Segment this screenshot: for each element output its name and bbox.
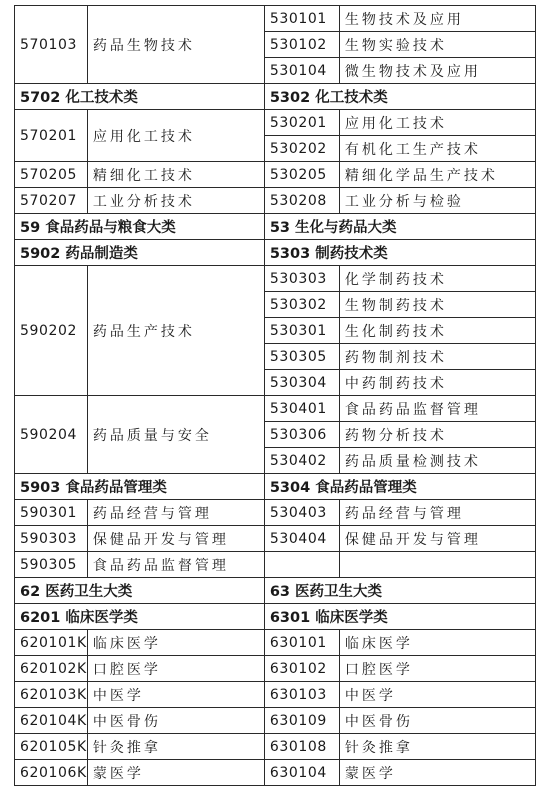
old-major-name: 食品药品监督管理 <box>87 552 264 578</box>
new-major-code: 530208 <box>264 188 339 214</box>
new-major-code: 530401 <box>264 396 339 422</box>
new-major-name: 生物实验技术 <box>339 32 535 58</box>
page <box>14 5 536 786</box>
category-header-row <box>15 240 536 266</box>
new-major-name: 中药制药技术 <box>339 370 535 396</box>
category-header-row <box>15 214 536 240</box>
new-major-code: 530404 <box>264 526 339 552</box>
new-major-name: 化学制药技术 <box>339 266 535 292</box>
table-row <box>15 162 536 188</box>
new-major-name: 中医学 <box>339 682 535 708</box>
old-major-code: 620102K <box>15 656 88 682</box>
new-major-name: 应用化工技术 <box>339 110 535 136</box>
old-major-code: 590301 <box>15 500 88 526</box>
old-major-name: 中医学 <box>87 682 264 708</box>
new-major-code: 530403 <box>264 500 339 526</box>
old-major-name: 中医骨伤 <box>87 708 264 734</box>
new-major-name <box>339 552 535 578</box>
table-row <box>15 708 536 734</box>
new-major-name: 药品质量检测技术 <box>339 448 535 474</box>
category-header-row <box>15 604 536 630</box>
new-major-name: 工业分析与检验 <box>339 188 535 214</box>
table-row <box>15 734 536 760</box>
category-header-right: 5302 化工技术类 <box>264 84 535 110</box>
new-major-name: 药物分析技术 <box>339 422 535 448</box>
new-major-code: 530302 <box>264 292 339 318</box>
table-row <box>15 526 536 552</box>
table-row <box>15 188 536 214</box>
new-major-code: 530301 <box>264 318 339 344</box>
table-row <box>15 760 536 786</box>
new-major-code: 530303 <box>264 266 339 292</box>
new-major-code: 530101 <box>264 6 339 32</box>
new-major-code: 630101 <box>264 630 339 656</box>
category-header-right: 6301 临床医学类 <box>264 604 535 630</box>
table-row <box>15 110 536 136</box>
new-major-name: 有机化工生产技术 <box>339 136 535 162</box>
new-major-code: 530305 <box>264 344 339 370</box>
table-row <box>15 396 536 422</box>
major-comparison-table <box>14 5 536 786</box>
category-header-left: 59 食品药品与粮食大类 <box>15 214 265 240</box>
table-row <box>15 552 536 578</box>
table-row <box>15 266 536 292</box>
category-header-row <box>15 578 536 604</box>
old-major-name: 应用化工技术 <box>87 110 264 162</box>
old-major-name: 临床医学 <box>87 630 264 656</box>
old-major-code: 570207 <box>15 188 88 214</box>
old-major-code: 620106K <box>15 760 88 786</box>
category-header-left: 62 医药卫生大类 <box>15 578 265 604</box>
new-major-name: 临床医学 <box>339 630 535 656</box>
old-major-code: 620104K <box>15 708 88 734</box>
new-major-code: 630108 <box>264 734 339 760</box>
new-major-code: 530306 <box>264 422 339 448</box>
category-header-left: 5902 药品制造类 <box>15 240 265 266</box>
new-major-code: 530402 <box>264 448 339 474</box>
new-major-name: 药品经营与管理 <box>339 500 535 526</box>
old-major-name: 药品经营与管理 <box>87 500 264 526</box>
new-major-name: 精细化学品生产技术 <box>339 162 535 188</box>
new-major-name: 保健品开发与管理 <box>339 526 535 552</box>
new-major-name: 生化制药技术 <box>339 318 535 344</box>
category-header-left: 5702 化工技术类 <box>15 84 265 110</box>
category-header-left: 5903 食品药品管理类 <box>15 474 265 500</box>
new-major-name: 微生物技术及应用 <box>339 58 535 84</box>
old-major-code: 570201 <box>15 110 88 162</box>
category-header-row <box>15 84 536 110</box>
new-major-code: 630103 <box>264 682 339 708</box>
table-row <box>15 682 536 708</box>
new-major-code: 530201 <box>264 110 339 136</box>
old-major-name: 保健品开发与管理 <box>87 526 264 552</box>
new-major-name: 口腔医学 <box>339 656 535 682</box>
old-major-code: 590303 <box>15 526 88 552</box>
old-major-name: 药品质量与安全 <box>87 396 264 474</box>
table-row <box>15 630 536 656</box>
category-header-right: 63 医药卫生大类 <box>264 578 535 604</box>
new-major-name: 药物制剂技术 <box>339 344 535 370</box>
category-header-left: 6201 临床医学类 <box>15 604 265 630</box>
table-row <box>15 656 536 682</box>
new-major-code: 530304 <box>264 370 339 396</box>
new-major-code <box>264 552 339 578</box>
old-major-code: 620105K <box>15 734 88 760</box>
new-major-code: 630104 <box>264 760 339 786</box>
old-major-name: 口腔医学 <box>87 656 264 682</box>
old-major-name: 工业分析技术 <box>87 188 264 214</box>
old-major-name: 药品生产技术 <box>87 266 264 396</box>
new-major-code: 530205 <box>264 162 339 188</box>
new-major-code: 630109 <box>264 708 339 734</box>
new-major-name: 食品药品监督管理 <box>339 396 535 422</box>
category-header-row <box>15 474 536 500</box>
old-major-code: 590204 <box>15 396 88 474</box>
new-major-name: 生物制药技术 <box>339 292 535 318</box>
old-major-name: 针灸推拿 <box>87 734 264 760</box>
old-major-code: 620103K <box>15 682 88 708</box>
old-major-code: 590202 <box>15 266 88 396</box>
new-major-name: 蒙医学 <box>339 760 535 786</box>
new-major-name: 生物技术及应用 <box>339 6 535 32</box>
old-major-code: 590305 <box>15 552 88 578</box>
new-major-code: 530102 <box>264 32 339 58</box>
new-major-name: 中医骨伤 <box>339 708 535 734</box>
new-major-code: 530104 <box>264 58 339 84</box>
table-row <box>15 500 536 526</box>
new-major-code: 530202 <box>264 136 339 162</box>
category-header-right: 5304 食品药品管理类 <box>264 474 535 500</box>
category-header-right: 53 生化与药品大类 <box>264 214 535 240</box>
old-major-name: 精细化工技术 <box>87 162 264 188</box>
category-header-right: 5303 制药技术类 <box>264 240 535 266</box>
new-major-name: 针灸推拿 <box>339 734 535 760</box>
old-major-name: 药品生物技术 <box>87 6 264 84</box>
old-major-name: 蒙医学 <box>87 760 264 786</box>
table-row <box>15 6 536 32</box>
new-major-code: 630102 <box>264 656 339 682</box>
old-major-code: 570205 <box>15 162 88 188</box>
old-major-code: 620101K <box>15 630 88 656</box>
old-major-code: 570103 <box>15 6 88 84</box>
